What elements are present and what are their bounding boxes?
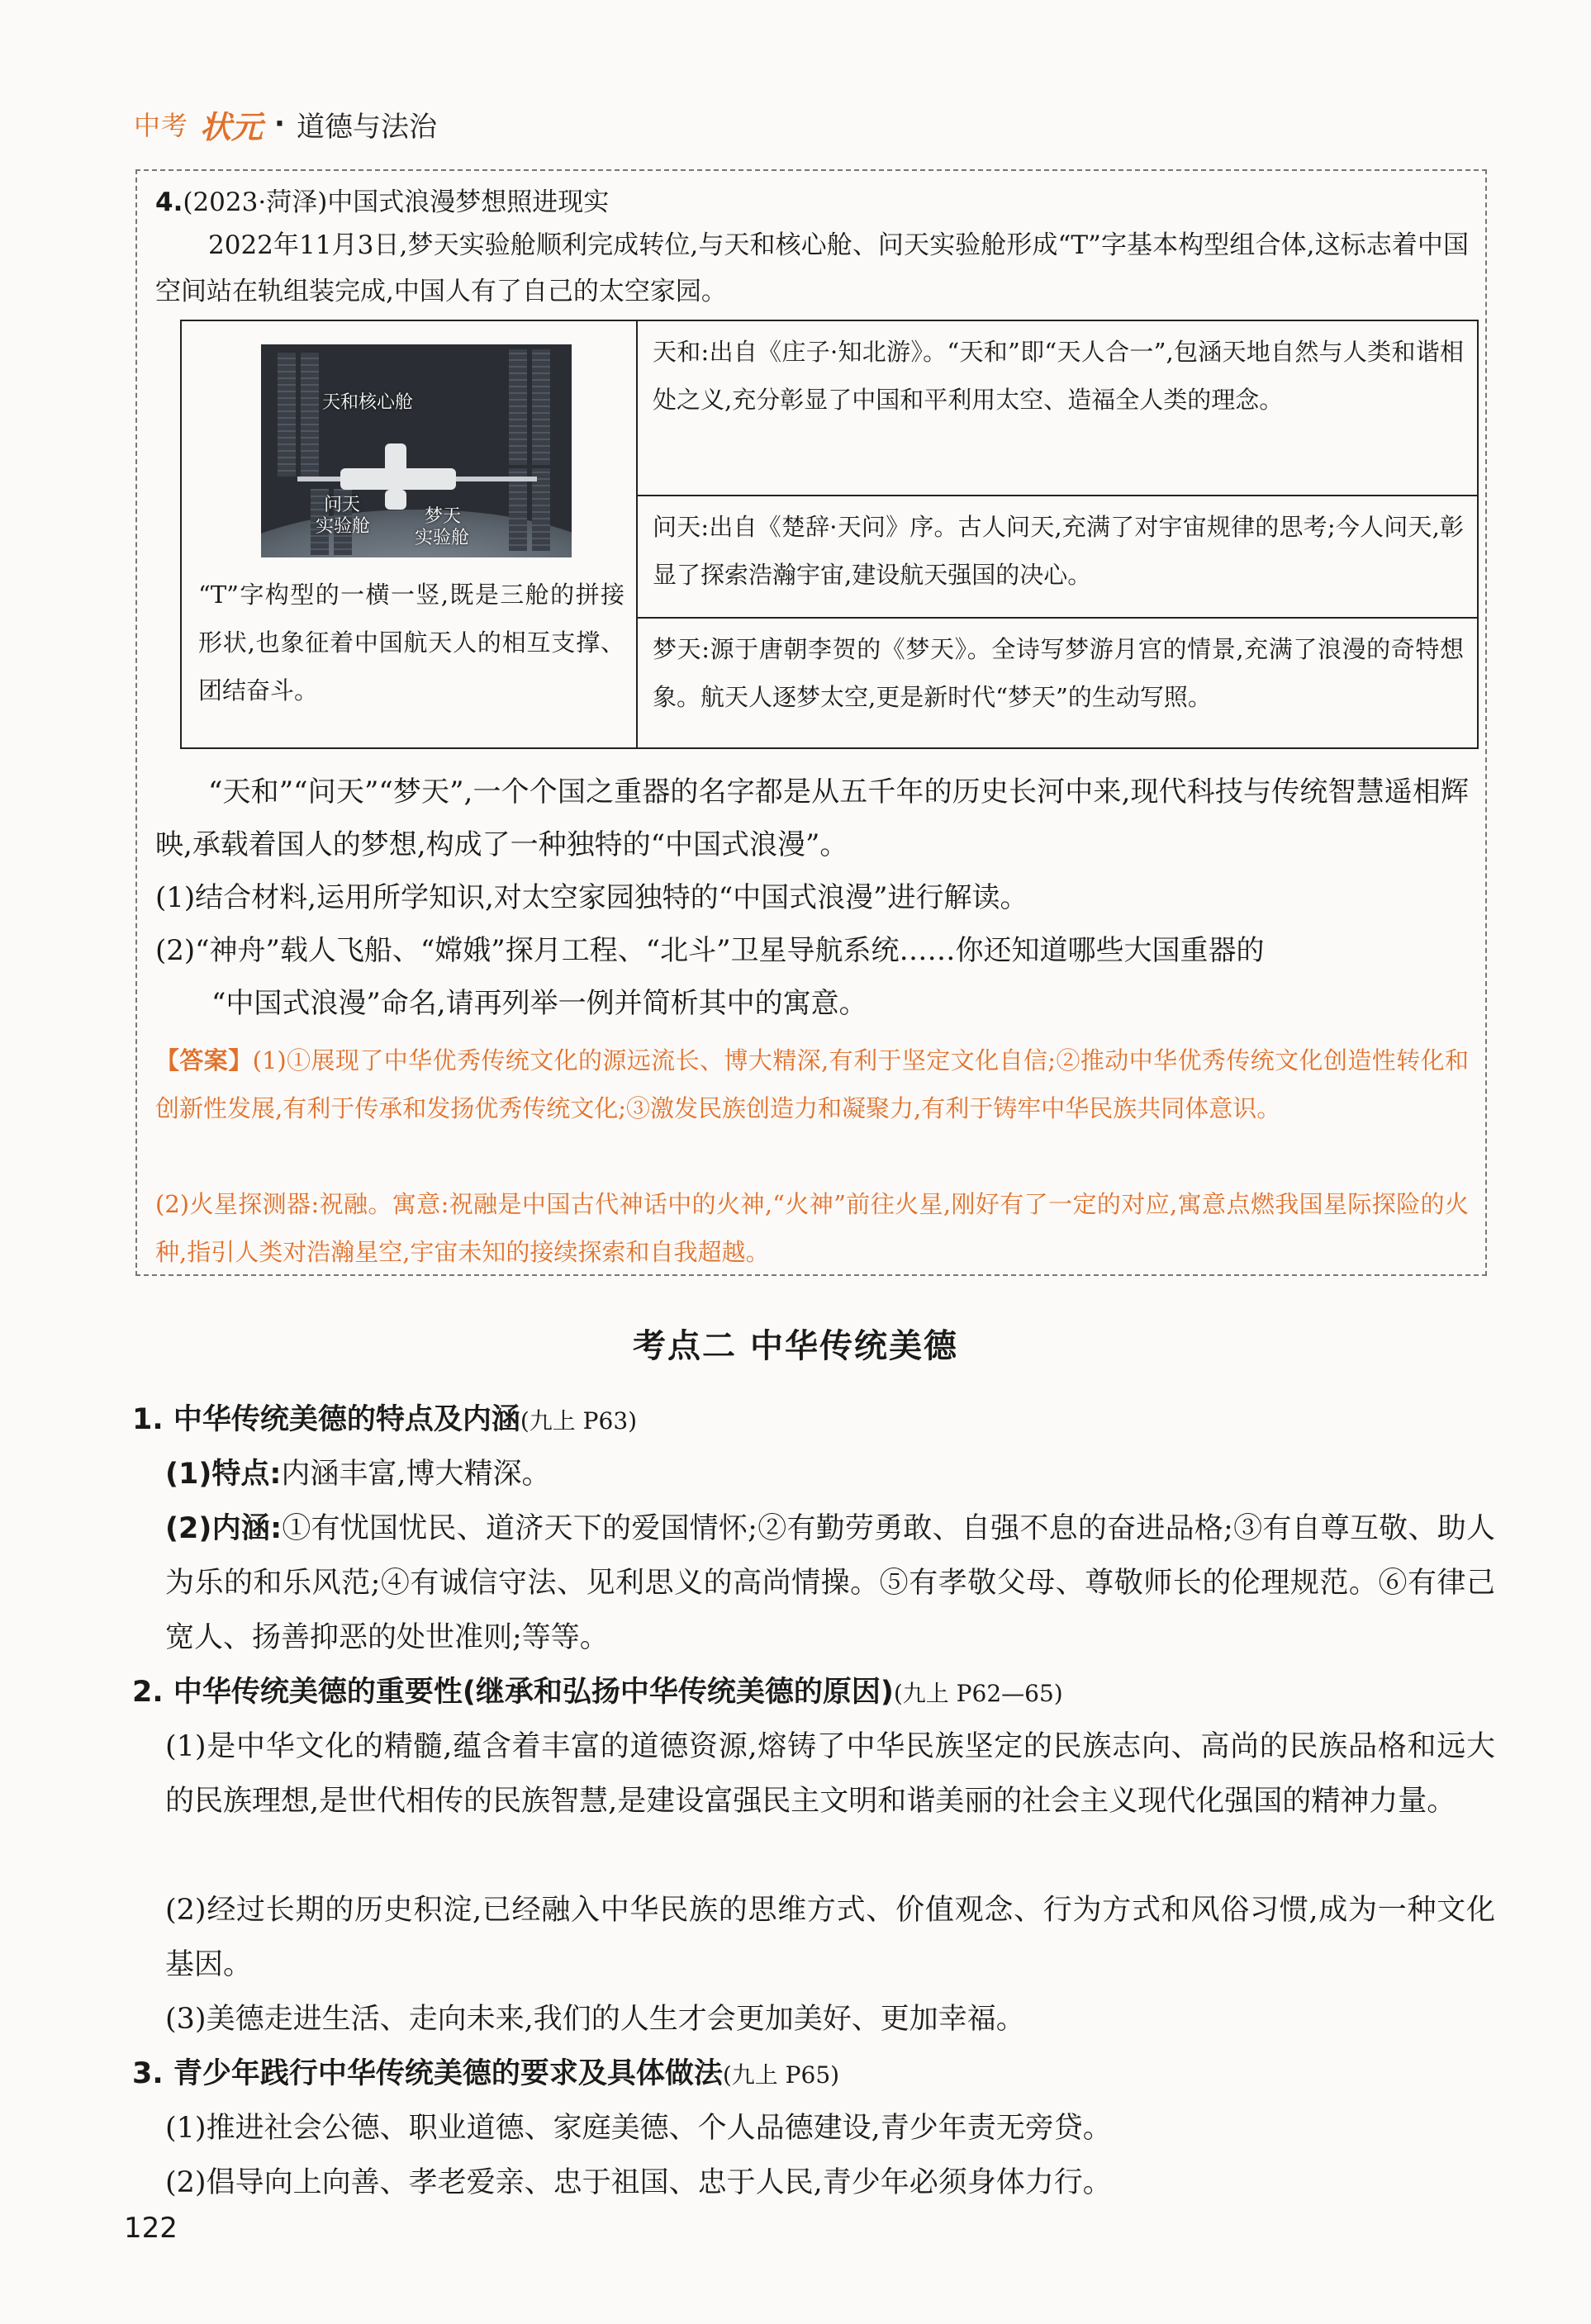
brand-logo-text: 状元 bbox=[200, 108, 264, 145]
subject-title: 道德与法治 bbox=[296, 110, 437, 144]
question-title bbox=[155, 181, 609, 218]
question-box bbox=[135, 169, 1487, 1276]
space-station-photo bbox=[261, 344, 572, 557]
brand-prefix: 中考 bbox=[134, 110, 189, 141]
question-title-text: (2023·菏泽)中国式浪漫梦想照进现实 bbox=[183, 187, 610, 217]
item-3-heading bbox=[132, 2047, 839, 2103]
label-mengtian-1: 梦天 bbox=[425, 506, 462, 527]
item-1-sub-1-kw: (1)特点: bbox=[165, 1458, 282, 1491]
label-tianhe: 天和核心舱 bbox=[322, 392, 414, 413]
answer-2: (2)火星探测器:祝融。寓意:祝融是中国古代神话中的火神,“火神”前往火星,刚好有了一定的对应,寓意点燃我国星际探险的火种,指引人类对浩瀚星空,宇宙未知的接续探索和自我超越。 bbox=[155, 1190, 1469, 1266]
answer-1-text: (1)①展现了中华优秀传统文化的源远流长、博大精深,有利于坚定文化自信;②推动中华优秀传统文化创造性转化和创新性发展,有利于传承和发扬优秀传统文化;③激发民族创造力和凝聚力,有利于铸牢中华民族共同体意识。 bbox=[155, 1046, 1469, 1122]
item-3-sub-1: (1)推进社会公德、职业道德、家庭美德、个人品德建设,青少年责无旁贷。 bbox=[165, 2112, 1112, 2145]
item-3-sub-2: (2)倡导向上向善、孝老爱亲、忠于祖国、忠于人民,青少年必须身体力行。 bbox=[165, 2166, 1112, 2199]
item-1-sub-2-kw: (2)内涵: bbox=[165, 1512, 283, 1545]
material-table bbox=[180, 320, 1479, 749]
header-dot: · bbox=[274, 107, 285, 140]
sub-question-2-line1: (2)“神舟”载人飞船、“嫦娥”探月工程、“北斗”卫星导航系统……你还知道哪些大国重器的 bbox=[155, 934, 1265, 967]
item-3-ref: (九上 P65) bbox=[722, 2061, 840, 2089]
question-intro: 2022年11月3日,梦天实验舱顺利完成转位,与天和核心舱、问天实验舱形成“T”字基本构型组合体,这标志着中国空间站在轨组装完成,中国人有了自己的太空家园。 bbox=[155, 230, 1469, 306]
item-3-title: 3. 青少年践行中华传统美德的要求及具体做法 bbox=[132, 2057, 723, 2090]
label-mengtian-2: 实验舱 bbox=[415, 528, 470, 548]
section-title: 考点二 中华传统美德 bbox=[633, 1327, 958, 1365]
item-1-sub-1-text: 内涵丰富,博大精深。 bbox=[281, 1458, 551, 1491]
cell-wentian: 问天:出自《楚辞·天问》序。古人问天,充满了对宇宙规律的思考;今人问天,彰显了探索浩瀚宇宙,建设航天强国的决心。 bbox=[638, 496, 1479, 619]
sub-question-2 bbox=[155, 924, 1469, 1030]
item-1-title: 1. 中华传统美德的特点及内涵 bbox=[132, 1403, 520, 1436]
label-wentian-1: 问天 bbox=[324, 495, 361, 515]
item-2-ref: (九上 P62—65) bbox=[893, 1680, 1063, 1707]
image-caption: “T”字构型的一横一竖,既是三舱的拼接形状,也象征着中国航天人的相互支撑、团结奋斗。 bbox=[198, 581, 625, 704]
item-2-title: 2. 中华传统美德的重要性(继承和弘扬中华传统美德的原因) bbox=[132, 1676, 894, 1709]
item-2-heading bbox=[132, 1665, 1063, 1721]
item-2-sub-1: (1)是中华文化的精髓,蕴含着丰富的道德资源,熔铸了中华民族坚定的民族志向、高尚的民族品格和远大的民族理想,是世代相传的民族智慧,是建设富强民主文明和谐美丽的社会主义现代化强国的精神力量。 bbox=[165, 1730, 1495, 1818]
item-2-sub-3: (3)美德走进生活、走向未来,我们的人生才会更加美好、更加幸福。 bbox=[165, 2003, 1025, 2036]
label-wentian-2: 实验舱 bbox=[316, 516, 371, 537]
page-number: 122 bbox=[124, 2212, 178, 2245]
material-image-cell bbox=[182, 321, 638, 747]
question-number: 4. bbox=[155, 187, 183, 217]
item-1-sub-2-text: ①有忧国忧民、道济天下的爱国情怀;②有勤劳勇敢、自强不息的奋进品格;③有自尊互敬、助人为乐的和乐风范;④有诚信守法、见利思义的高尚情操。⑤有孝敬父母、尊敬师长的伦理规范。⑥有律己宽人、扬善抑恶的处世准则;等等。 bbox=[165, 1512, 1496, 1654]
item-1-heading bbox=[132, 1392, 637, 1449]
answer-tag: 【答案】 bbox=[155, 1046, 253, 1074]
sub-question-2-line2: “中国式浪漫”命名,请再列举一例并简析其中的寓意。 bbox=[211, 987, 867, 1020]
item-1-sub-1 bbox=[165, 1447, 1520, 1501]
item-1-ref: (九上 P63) bbox=[520, 1407, 638, 1435]
answer-1 bbox=[155, 1036, 1469, 1132]
item-2-sub-2: (2)经过长期的历史积淀,已经融入中华民族的思维方式、价值观念、行为方式和风俗习惯,成为一种文化基因。 bbox=[165, 1894, 1495, 1981]
question-material-summary: “天和”“问天”“梦天”,一个个国之重器的名字都是从五千年的历史长河中来,现代科技与传统智慧遥相辉映,承载着国人的梦想,构成了一种独特的“中国式浪漫”。 bbox=[155, 775, 1469, 861]
page-header bbox=[134, 99, 437, 149]
item-1-sub-2 bbox=[165, 1501, 1495, 1665]
cell-mengtian: 梦天:源于唐朝李贺的《梦天》。全诗写梦游月宫的情景,充满了浪漫的奇特想象。航天人逐梦太空,更是新时代“梦天”的生动写照。 bbox=[653, 635, 1464, 711]
sub-question-1: (1)结合材料,运用所学知识,对太空家园独特的“中国式浪漫”进行解读。 bbox=[155, 881, 1028, 914]
cell-tianhe: 天和:出自《庄子·知北游》。“天和”即“天人合一”,包涵天地自然与人类和谐相处之义,充分彰显了中国和平利用太空、造福全人类的理念。 bbox=[638, 321, 1479, 496]
